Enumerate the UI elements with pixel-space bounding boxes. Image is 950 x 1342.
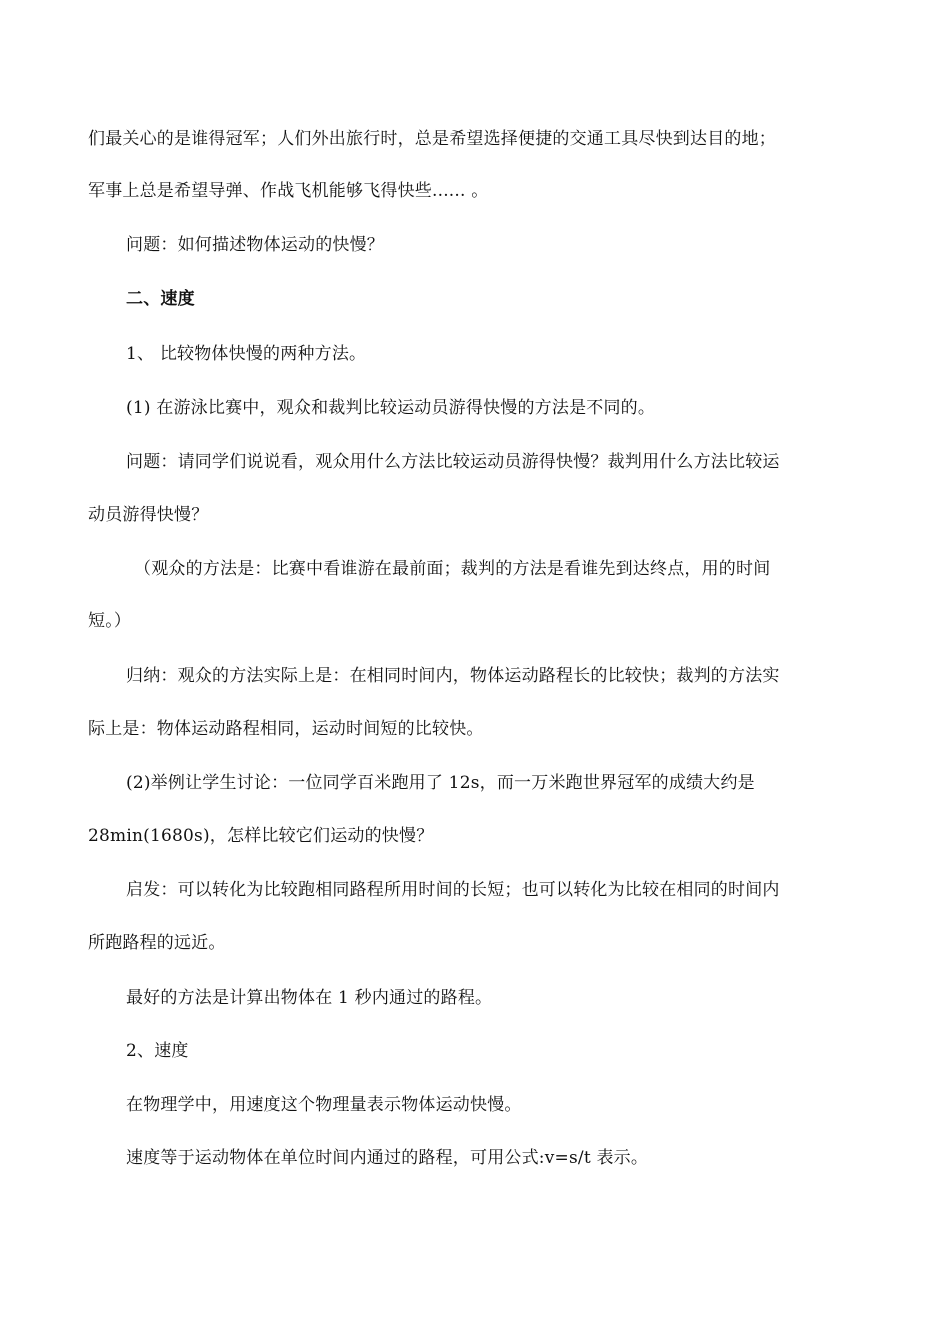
summary-line: 际上是：物体运动路程相同，运动时间短的比较快。 (88, 719, 484, 739)
paragraph-line: (1) 在游泳比赛中，观众和裁判比较运动员游得快慢的方法是不同的。 (126, 398, 656, 418)
paragraph-line: 们最关心的是谁得冠军；人们外出旅行时，总是希望选择便捷的交通工具尽快到达目的地； (88, 129, 776, 149)
paragraph-line: 军事上总是希望导弹、作战飞机能够飞得快些...... 。 (88, 181, 489, 201)
question-line: 问题：如何描述物体运动的快慢？ (126, 235, 384, 255)
question-line: 问题：请同学们说说看，观众用什么方法比较运动员游得快慢？裁判用什么方法比较运 (126, 452, 780, 472)
hint-line: 所跑路程的远近。 (88, 933, 226, 953)
answer-line: （观众的方法是：比赛中看谁游在最前面；裁判的方法是看谁先到达终点，用的时间 (134, 559, 771, 579)
paragraph-line: 28min(1680s)，怎样比较它们运动的快慢？ (88, 826, 434, 846)
subsection-heading: 1、 比较物体快慢的两种方法。 (126, 344, 367, 364)
subsection-heading: 2、速度 (126, 1041, 189, 1061)
paragraph-line: (2)举例让学生讨论：一位同学百米跑用了 12s，而一万米跑世界冠军的成绩大约是 (126, 773, 755, 793)
answer-line: 短。） (88, 611, 132, 631)
paragraph-line: 动员游得快慢？ (88, 505, 209, 525)
section-heading: 二、速度 (126, 289, 195, 309)
paragraph-line: 最好的方法是计算出物体在 1 秒内通过的路程。 (126, 988, 493, 1008)
formula-line: 速度等于运动物体在单位时间内通过的路程，可用公式:v=s/t 表示。 (126, 1148, 649, 1168)
summary-line: 归纳：观众的方法实际上是：在相同时间内，物体运动路程长的比较快；裁判的方法实 (126, 666, 780, 686)
hint-line: 启发：可以转化为比较跑相同路程所用时间的长短；也可以转化为比较在相同的时间内 (126, 880, 780, 900)
paragraph-line: 在物理学中，用速度这个物理量表示物体运动快慢。 (126, 1095, 522, 1115)
